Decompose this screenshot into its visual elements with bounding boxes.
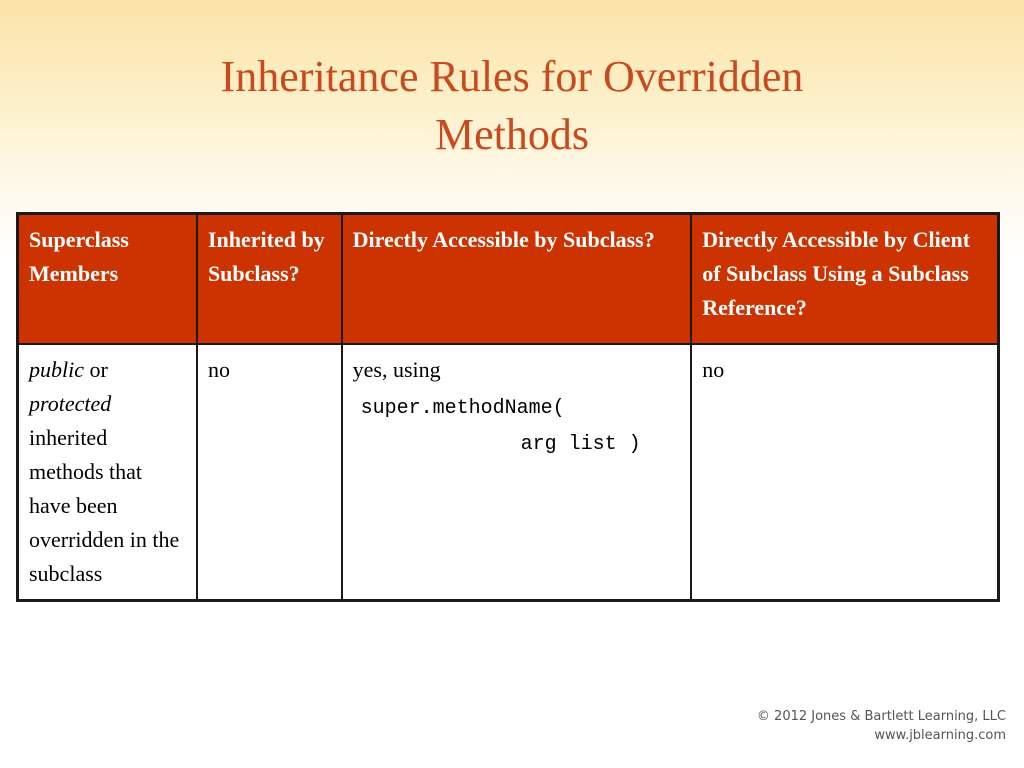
code-line-2: arg list ): [520, 432, 641, 456]
keyword-public: public: [29, 356, 84, 382]
cell-inherited: no: [197, 344, 342, 601]
word-or: or: [84, 356, 108, 382]
cell-accessible-by-client: no: [691, 344, 998, 601]
website-text: www.jblearning.com: [874, 728, 1006, 743]
member-description: inherited methods that have been overridden in the subclass: [29, 424, 180, 586]
header-accessible-by-client: Directly Accessible by Client of Subclass Using a Subclass Reference?: [691, 214, 998, 344]
header-inherited-by-subclass: Inherited by Subclass?: [197, 214, 342, 344]
keyword-protected: protected: [29, 390, 112, 416]
code-line-1: super.methodName(: [360, 396, 565, 420]
cell-accessible-by-subclass: [342, 344, 692, 601]
copyright-notice: [757, 707, 1006, 745]
slide-title: [0, 48, 1024, 164]
copyright-text: © 2012 Jones & Bartlett Learning, LLC: [756, 709, 1006, 724]
table-row: [18, 344, 999, 601]
slide-title-line-1: Inheritance Rules for Overridden: [220, 52, 804, 101]
inheritance-rules-table: [16, 212, 1000, 602]
table-header-row: [18, 214, 999, 344]
cell-superclass-members: [18, 344, 197, 601]
slide-title-line-2: Methods: [435, 110, 589, 159]
code-snippet: [353, 391, 681, 463]
accessible-text: yes, using: [352, 356, 441, 382]
header-accessible-by-subclass: Directly Accessible by Subclass?: [342, 214, 692, 344]
header-superclass-members: Superclass Members: [18, 214, 197, 344]
